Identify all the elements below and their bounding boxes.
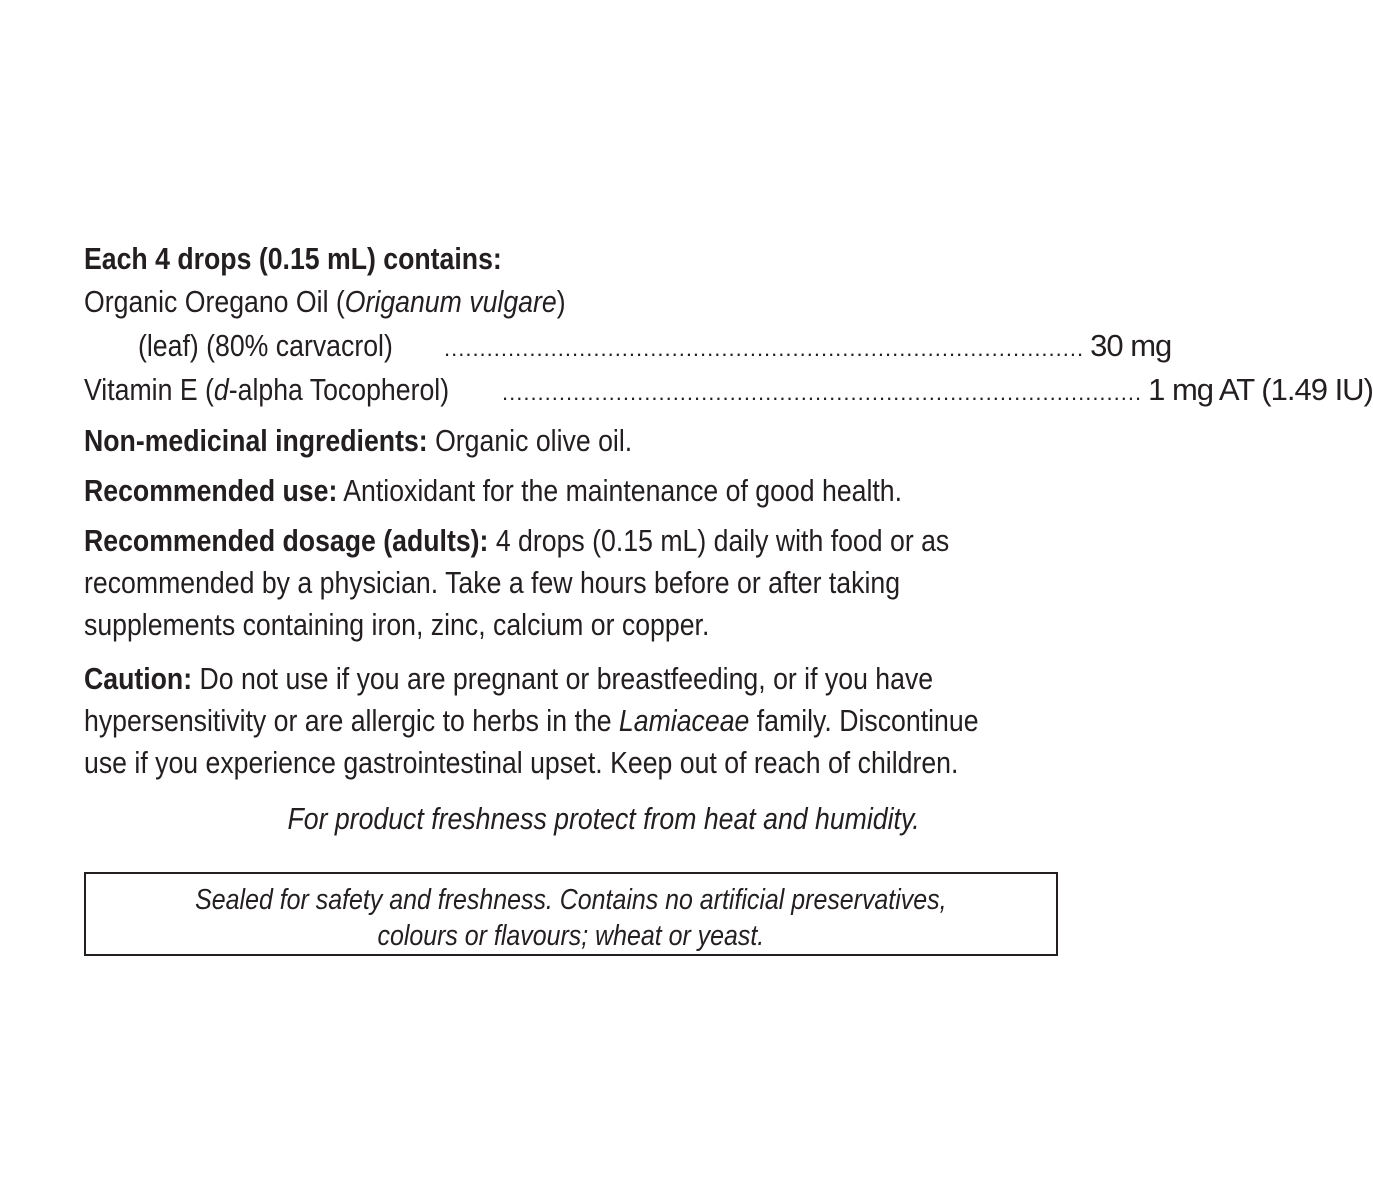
ingredient-vitamin-e-amount: 1 mg AT (1.49 IU) (1148, 372, 1373, 407)
dosage-text-line-2: recommended by a physician. Take a few hours before or after taking (84, 565, 901, 600)
sealed-notice-line-2-text: colours or flavours; wheat or yeast. (377, 920, 765, 952)
sealed-notice-line-1-text: Sealed for safety and freshness. Contains no artificial preservatives, (195, 884, 947, 916)
caution-text-line-1: Do not use if you are pregnant or breastfeeding, or if you have (192, 661, 934, 696)
ingredient-vitamin-e-prefix: Vitamin E ( (84, 372, 214, 407)
caution-text-line-2a: hypersensitivity or are allergic to herbs in the (84, 703, 619, 738)
ingredient-oregano-prefix: Organic Oregano Oil ( (84, 284, 345, 319)
dosage-label: Recommended dosage (adults): (84, 523, 489, 558)
ingredient-oregano-name (84, 281, 566, 323)
ingredient-vitamin-e-suffix: -alpha Tocopherol) (228, 372, 450, 407)
ingredient-vitamin-e-latin: d (213, 372, 229, 407)
ingredient-vitamin-e-name (84, 369, 450, 411)
non-medicinal-text: Organic olive oil. (427, 423, 633, 458)
non-medicinal-ingredients (84, 420, 978, 462)
caution-text-line-2b: family. Discontinue (749, 703, 979, 738)
freshness-note-text: For product freshness protect from heat and humidity. (287, 801, 921, 836)
recommended-use-label: Recommended use: (84, 473, 338, 508)
ingredient-vitamin-e-row (84, 369, 1373, 411)
ingredient-oregano-row (138, 325, 1172, 367)
dose-heading: Each 4 drops (0.15 mL) contains: (84, 241, 502, 276)
ingredient-oregano-latin: Origanum vulgare (344, 284, 557, 319)
ingredient-oregano-detail: (leaf) (80% carvacrol) (138, 328, 393, 363)
ingredient-oregano-amount: 30 mg (1090, 328, 1172, 363)
caution-text-line-3: use if you experience gastrointestinal upset. Keep out of reach of children. (84, 745, 959, 780)
ingredient-oregano-suffix: ) (556, 284, 566, 319)
caution-family-name: Lamiaceae (618, 703, 750, 738)
dosage-text-line-1: 4 drops (0.15 mL) daily with food or as (488, 523, 950, 558)
dosage-text-line-3: supplements containing iron, zinc, calcium or copper. (84, 607, 710, 642)
leader-dots: .......................................................................................... (502, 380, 1143, 405)
sealed-notice-line-1 (86, 882, 1056, 918)
recommended-dosage (84, 520, 978, 646)
sealed-notice-line-2 (86, 918, 1056, 954)
leader-dots: .......................................................................................... (444, 336, 1085, 361)
sealed-notice-box (84, 872, 1058, 956)
caution (84, 658, 978, 784)
non-medicinal-label: Non-medicinal ingredients: (84, 423, 428, 458)
freshness-note (84, 798, 1124, 840)
recommended-use-text: Antioxidant for the maintenance of good health. (337, 473, 903, 508)
recommended-use (84, 470, 978, 512)
supplement-label (84, 0, 1373, 1200)
caution-label: Caution: (84, 661, 193, 696)
